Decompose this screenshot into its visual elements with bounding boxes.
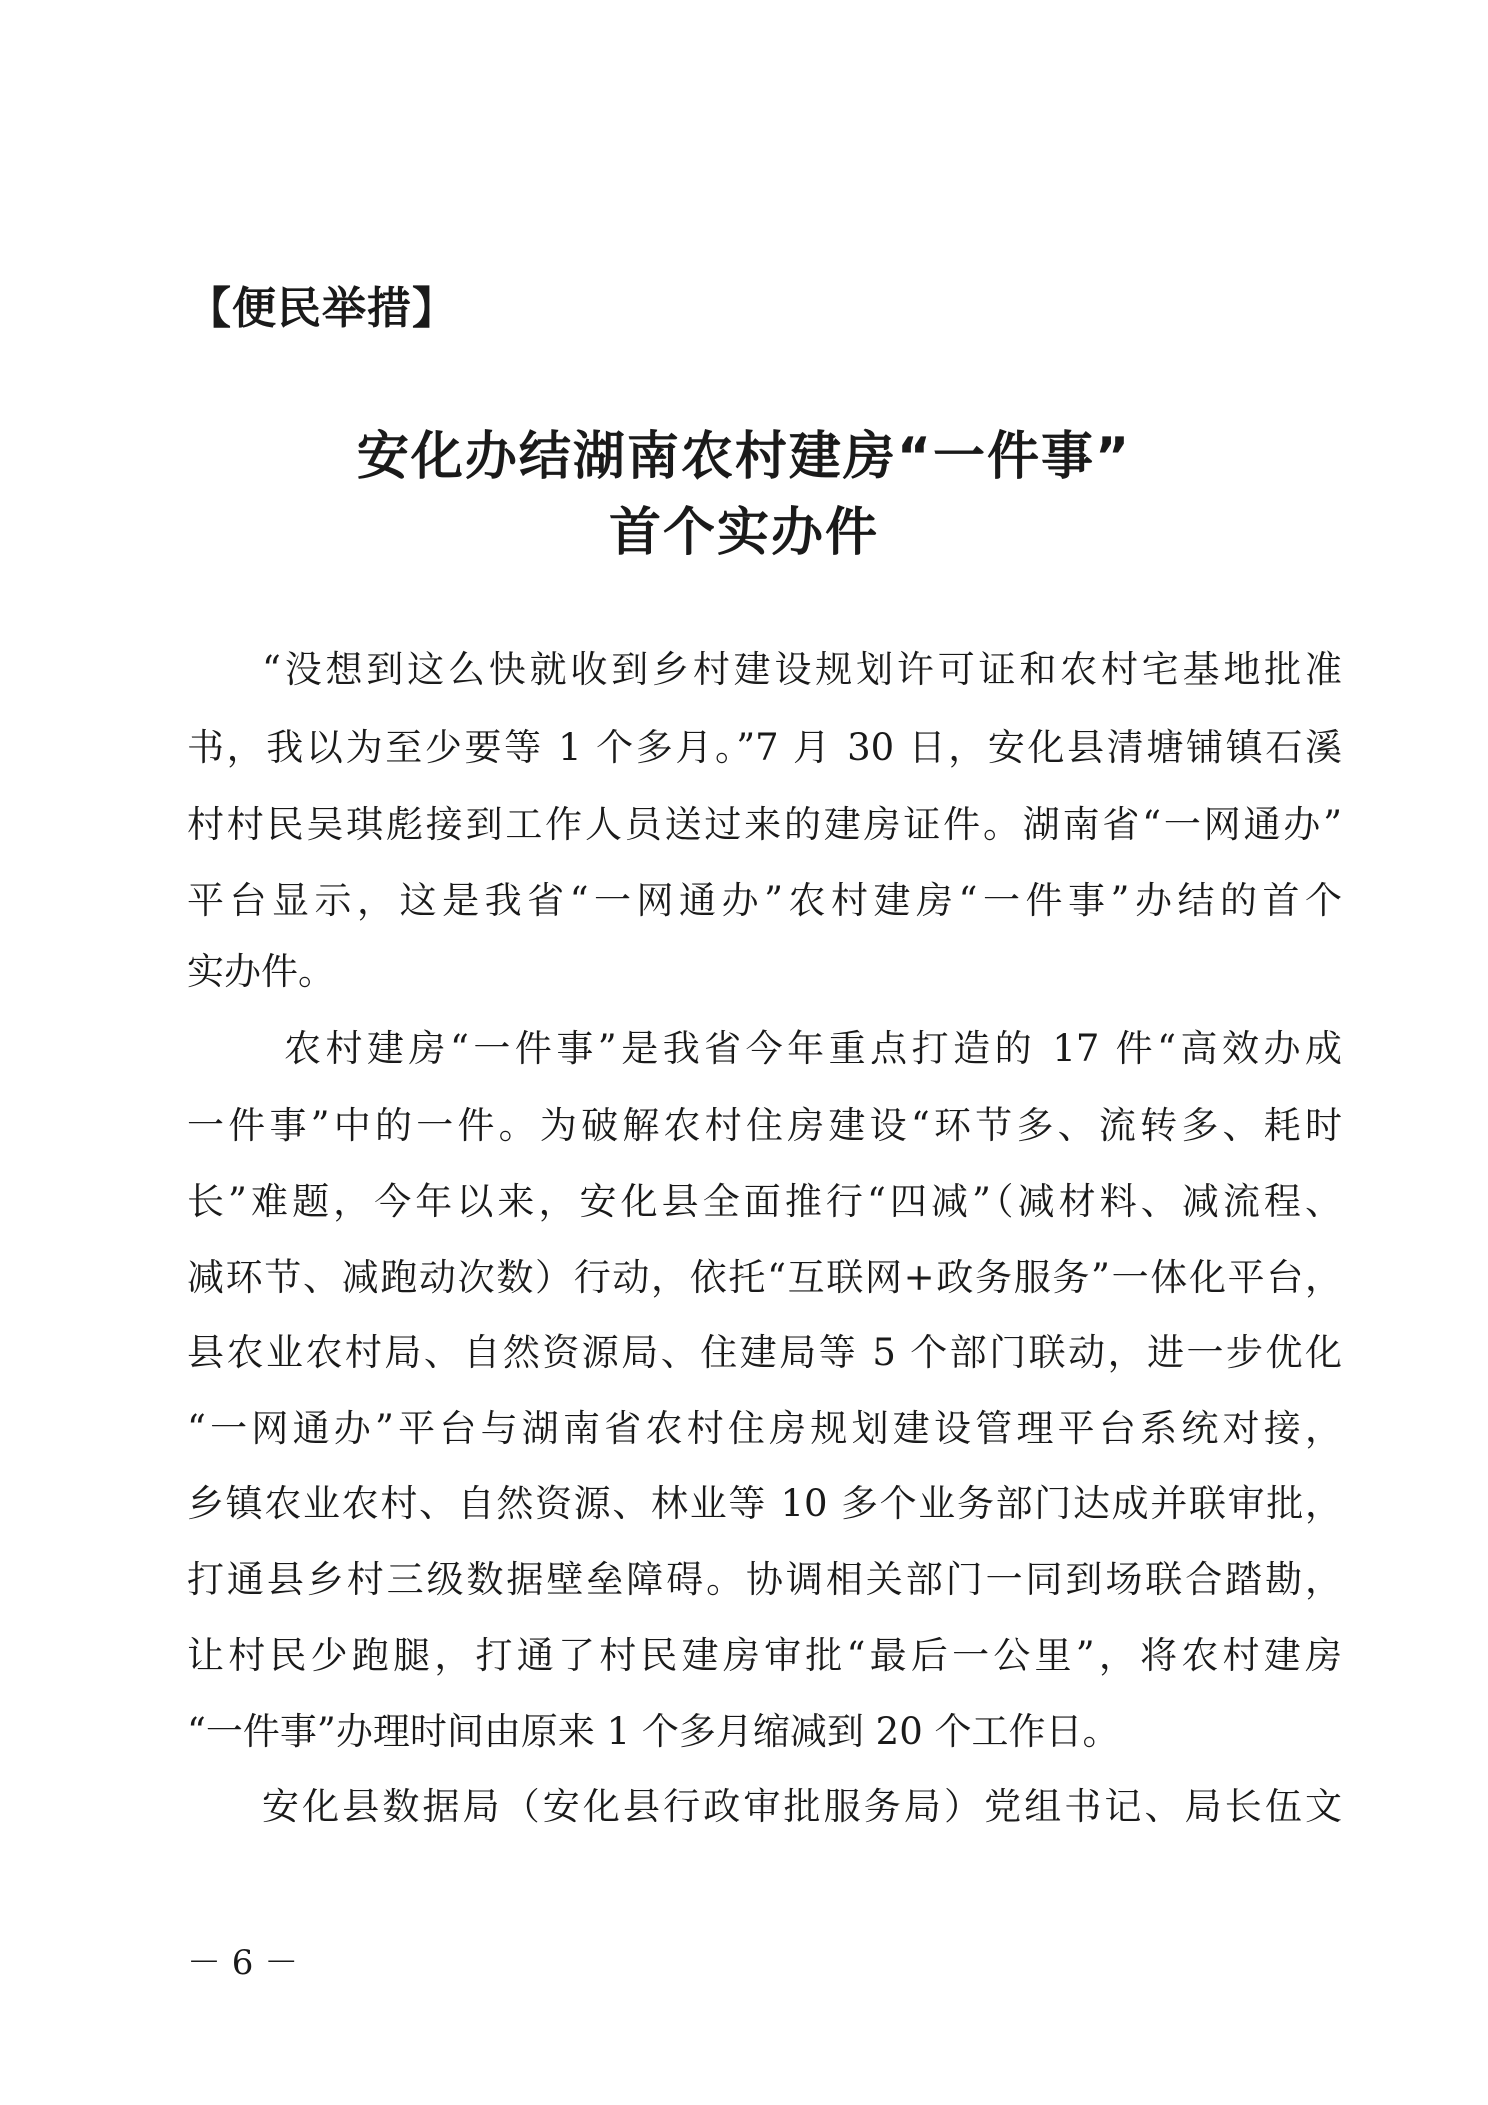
section-tag: 【便民举措】 — [187, 283, 457, 334]
paragraph-1-line-3: 村村民吴琪彪接到工作人员送过来的建房证件。湖南省“一网通办” — [187, 803, 1342, 846]
paragraph-1-line-5: 实办件。 — [187, 950, 335, 993]
paragraph-2-line-1: 农村建房“一件事”是我省今年重点打造的 17 件“高效办成 — [284, 1027, 1342, 1070]
paragraph-2-line-6: “一网通办”平台与湖南省农村住房规划建设管理平台系统对接， — [187, 1407, 1342, 1450]
paragraph-1-line-2: 书，我以为至少要等 1 个多月。”7 月 30 日，安化县清塘铺镇石溪 — [187, 726, 1342, 769]
paragraph-2-line-10: “一件事”办理时间由原来 1 个多月缩减到 20 个工作日。 — [187, 1710, 1120, 1753]
paragraph-2-line-8: 打通县乡村三级数据壁垒障碍。协调相关部门一同到场联合踏勘， — [187, 1558, 1342, 1601]
paragraph-2-line-4: 减环节、减跑动次数）行动，依托“互联网+政务服务”一体化平台， — [187, 1256, 1342, 1299]
paragraph-2-line-3: 长”难题，今年以来，安化县全面推行“四减”（减材料、减流程、 — [187, 1180, 1342, 1223]
paragraph-2-line-5: 县农业农村局、自然资源局、住建局等 5 个部门联动，进一步优化 — [187, 1331, 1342, 1374]
article-title-line-2: 首个实办件 — [608, 503, 879, 563]
paragraph-3-line-1: 安化县数据局（安化县行政审批服务局）党组书记、局长伍文 — [262, 1785, 1342, 1828]
paragraph-2-line-2: 一件事”中的一件。为破解农村住房建设“环节多、流转多、耗时 — [187, 1104, 1342, 1147]
article-title-line-1: 安化办结湖南农村建房“一件事” — [356, 427, 1132, 487]
paragraph-1-line-4: 平台显示，这是我省“一网通办”农村建房“一件事”办结的首个 — [187, 879, 1342, 922]
page-number: － 6 － — [187, 1943, 299, 1983]
paragraph-1-line-1: “没想到这么快就收到乡村建设规划许可证和农村宅基地批准 — [262, 648, 1342, 691]
paragraph-2-line-7: 乡镇农业农村、自然资源、林业等 10 多个业务部门达成并联审批， — [187, 1482, 1342, 1525]
paragraph-2-line-9: 让村民少跑腿，打通了村民建房审批“最后一公里”，将农村建房 — [187, 1634, 1342, 1677]
